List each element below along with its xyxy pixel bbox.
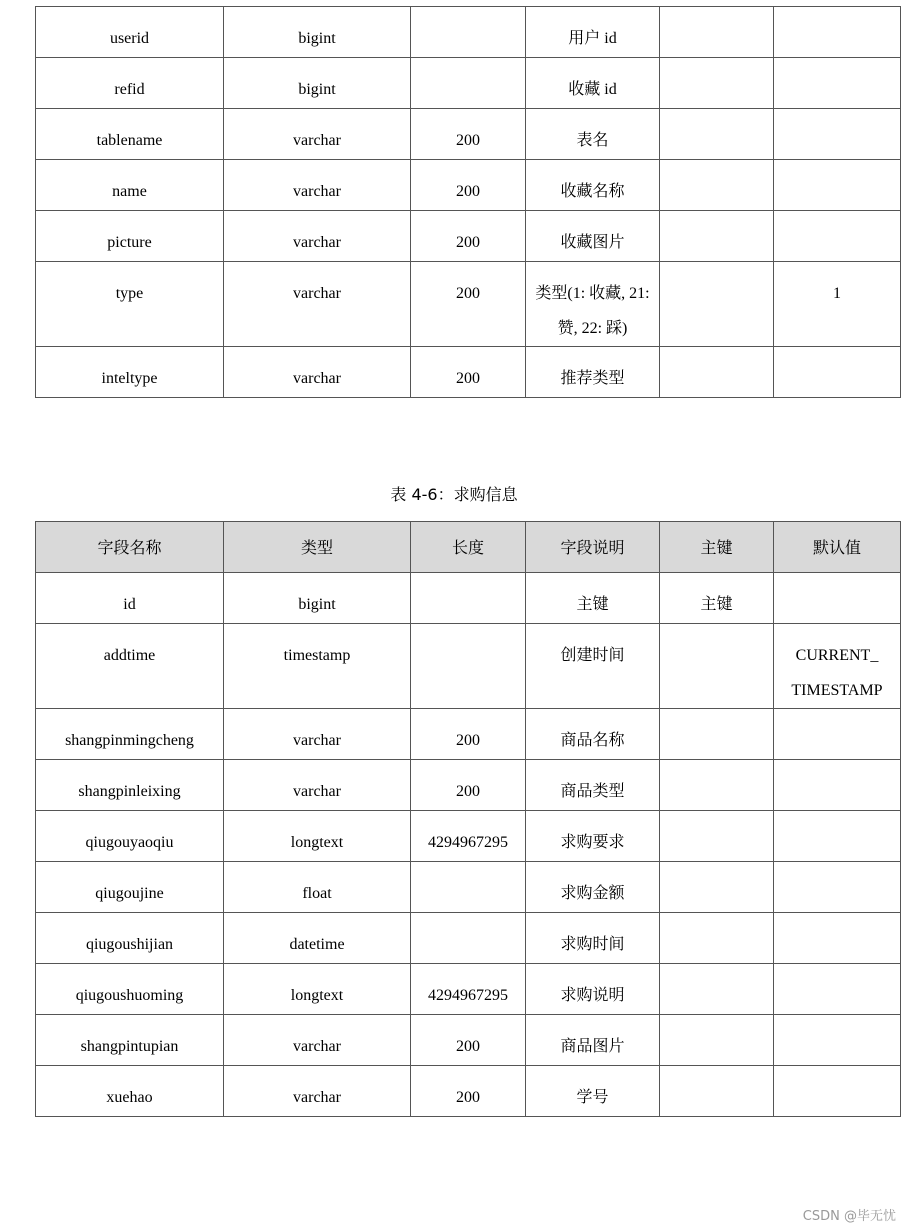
field-name-text: addtime <box>103 647 156 664</box>
table-row <box>36 347 901 398</box>
header-type: 类型 <box>224 522 411 573</box>
header-length: 长度 <box>411 522 526 573</box>
cell-primary-key <box>660 1015 774 1066</box>
type-text: varchar <box>293 234 341 251</box>
field-name-text: inteltype <box>101 370 158 387</box>
cell-field-name <box>36 964 224 1015</box>
field-name-text: qiugouyaoqiu <box>85 834 174 851</box>
cell-type <box>224 760 411 811</box>
cell-description <box>526 573 660 624</box>
type-text: varchar <box>293 1038 341 1055</box>
cell-field-name <box>36 58 224 109</box>
field-name-text: refid <box>114 81 145 98</box>
cell-type <box>224 160 411 211</box>
cell-field-name <box>36 573 224 624</box>
header-row <box>36 522 901 573</box>
cell-default-value <box>774 160 901 211</box>
cell-description <box>526 160 660 211</box>
cell-field-name <box>36 1066 224 1117</box>
cell-length <box>411 913 526 964</box>
description-text: 表名 <box>576 132 609 149</box>
cell-primary-key <box>660 709 774 760</box>
cell-length <box>411 211 526 262</box>
cell-description <box>526 347 660 398</box>
cell-description <box>526 7 660 58</box>
header-default-value: 默认值 <box>774 522 901 573</box>
field-name-text: qiugoujine <box>95 885 164 902</box>
field-name-text: qiugoushuoming <box>75 987 184 1004</box>
table-row <box>36 160 901 211</box>
length-text: 4294967295 <box>428 987 508 1004</box>
cell-description <box>526 211 660 262</box>
cell-primary-key <box>660 347 774 398</box>
table-row <box>36 862 901 913</box>
cell-length <box>411 58 526 109</box>
cell-primary-key <box>660 862 774 913</box>
description-text: 商品图片 <box>560 1038 625 1055</box>
primary-key-text: 主键 <box>700 596 733 613</box>
cell-default-value <box>774 109 901 160</box>
field-name-text: shangpinleixing <box>78 783 181 800</box>
length-text: 200 <box>456 285 480 302</box>
cell-length <box>411 964 526 1015</box>
length-text: 200 <box>456 370 480 387</box>
table-row <box>36 624 901 709</box>
cell-primary-key <box>660 573 774 624</box>
cell-type <box>224 1066 411 1117</box>
cell-primary-key <box>660 160 774 211</box>
watermark: CSDN @毕无忧 <box>802 1209 896 1224</box>
cell-field-name <box>36 760 224 811</box>
description-text: 求购要求 <box>560 834 625 851</box>
cell-default-value <box>774 862 901 913</box>
cell-description <box>526 262 660 347</box>
cell-default-value <box>774 913 901 964</box>
cell-field-name <box>36 347 224 398</box>
cell-description <box>526 109 660 160</box>
cell-default-value <box>774 624 901 709</box>
cell-field-name <box>36 160 224 211</box>
cell-description <box>526 964 660 1015</box>
cell-description <box>526 760 660 811</box>
cell-primary-key <box>660 913 774 964</box>
cell-length <box>411 262 526 347</box>
cell-primary-key <box>660 58 774 109</box>
field-name-text: shangpintupian <box>80 1038 179 1055</box>
cell-field-name <box>36 709 224 760</box>
field-name-text: tablename <box>96 132 163 149</box>
field-name-text: userid <box>109 30 150 47</box>
cell-primary-key <box>660 624 774 709</box>
cell-type <box>224 964 411 1015</box>
table-caption: 表 4-6：求购信息 <box>390 485 518 504</box>
cell-field-name <box>36 262 224 347</box>
description-text: 收藏名称 <box>560 183 625 200</box>
field-name-text: type <box>115 285 144 302</box>
cell-primary-key <box>660 964 774 1015</box>
cell-type <box>224 109 411 160</box>
cell-primary-key <box>660 1066 774 1117</box>
table-row <box>36 211 901 262</box>
field-name-text: xuehao <box>106 1089 153 1106</box>
cell-field-name <box>36 862 224 913</box>
table-row <box>36 109 901 160</box>
cell-default-value <box>774 760 901 811</box>
description-text: 推荐类型 <box>560 370 625 387</box>
cell-field-name <box>36 211 224 262</box>
table-row <box>36 1066 901 1117</box>
cell-default-value <box>774 58 901 109</box>
cell-length <box>411 811 526 862</box>
field-name-text: picture <box>107 234 152 251</box>
cell-description <box>526 624 660 709</box>
cell-primary-key <box>660 211 774 262</box>
cell-default-value <box>774 709 901 760</box>
table-row <box>36 1015 901 1066</box>
table-row <box>36 262 901 347</box>
type-text: float <box>302 885 332 902</box>
cell-description <box>526 709 660 760</box>
table-row <box>36 7 901 58</box>
cell-primary-key <box>660 7 774 58</box>
cell-length <box>411 573 526 624</box>
cell-type <box>224 913 411 964</box>
type-text: varchar <box>293 370 341 387</box>
cell-length <box>411 160 526 211</box>
table-row <box>36 964 901 1015</box>
field-name-text: qiugoushijian <box>85 936 174 953</box>
cell-default-value <box>774 7 901 58</box>
field-name-text: shangpinmingcheng <box>65 732 194 749</box>
cell-field-name <box>36 1015 224 1066</box>
type-text: timestamp <box>283 647 351 664</box>
cell-primary-key <box>660 109 774 160</box>
table-row <box>36 573 901 624</box>
description-text: 学号 <box>576 1089 609 1106</box>
type-text: varchar <box>293 183 341 200</box>
cell-description <box>526 811 660 862</box>
field-name-text: name <box>112 183 147 200</box>
description-text: 商品类型 <box>560 783 625 800</box>
type-text: varchar <box>293 732 341 749</box>
cell-default-value <box>774 573 901 624</box>
length-text: 4294967295 <box>428 834 508 851</box>
cell-field-name <box>36 109 224 160</box>
cell-field-name <box>36 913 224 964</box>
header-description: 字段说明 <box>526 522 660 573</box>
cell-type <box>224 7 411 58</box>
cell-description <box>526 58 660 109</box>
length-text: 200 <box>456 1089 480 1106</box>
description-text: 求购时间 <box>560 936 625 953</box>
field-name-text: id <box>123 596 136 613</box>
description-text: 创建时间 <box>560 647 625 664</box>
type-text: varchar <box>293 132 341 149</box>
header-field-name: 字段名称 <box>36 522 224 573</box>
description-text: 求购说明 <box>560 987 625 1004</box>
cell-type <box>224 211 411 262</box>
cell-type <box>224 347 411 398</box>
cell-type <box>224 262 411 347</box>
description-text: 用户 id <box>568 30 617 47</box>
description-text: 主键 <box>576 596 609 613</box>
table-row <box>36 913 901 964</box>
type-text: datetime <box>289 936 345 953</box>
length-text: 200 <box>456 732 480 749</box>
cell-type <box>224 862 411 913</box>
type-text: bigint <box>298 30 336 47</box>
default-value-text: 1 <box>833 285 841 302</box>
cell-field-name <box>36 7 224 58</box>
description-text: 收藏 id <box>568 81 617 98</box>
cell-description <box>526 1015 660 1066</box>
cell-type <box>224 1015 411 1066</box>
cell-description <box>526 913 660 964</box>
cell-description <box>526 1066 660 1117</box>
cell-length <box>411 109 526 160</box>
table-row <box>36 58 901 109</box>
type-text: bigint <box>298 81 336 98</box>
description-text: 商品名称 <box>560 732 625 749</box>
cell-default-value <box>774 1066 901 1117</box>
cell-length <box>411 1015 526 1066</box>
cell-default-value <box>774 262 901 347</box>
cell-default-value <box>774 811 901 862</box>
cell-type <box>224 624 411 709</box>
cell-type <box>224 811 411 862</box>
type-text: varchar <box>293 1089 341 1106</box>
type-text: longtext <box>290 987 344 1004</box>
header-primary-key: 主键 <box>660 522 774 573</box>
cell-length <box>411 1066 526 1117</box>
cell-length <box>411 709 526 760</box>
cell-primary-key <box>660 811 774 862</box>
table-row <box>36 709 901 760</box>
description-text: 收藏图片 <box>560 234 625 251</box>
cell-default-value <box>774 211 901 262</box>
length-text: 200 <box>456 183 480 200</box>
cell-field-name <box>36 811 224 862</box>
cell-default-value <box>774 1015 901 1066</box>
cell-default-value <box>774 347 901 398</box>
purchase-request-table <box>35 521 901 1117</box>
description-text: 求购金额 <box>560 885 625 902</box>
cell-length <box>411 7 526 58</box>
cell-description <box>526 862 660 913</box>
cell-type <box>224 573 411 624</box>
length-text: 200 <box>456 132 480 149</box>
default-value-text: CURRENT_TIMESTAMP <box>791 647 883 699</box>
type-text: bigint <box>298 596 336 613</box>
cell-length <box>411 624 526 709</box>
table-row <box>36 760 901 811</box>
favorites-table <box>35 6 901 398</box>
table-row <box>36 811 901 862</box>
type-text: longtext <box>290 834 344 851</box>
type-text: varchar <box>293 783 341 800</box>
cell-primary-key <box>660 262 774 347</box>
cell-type <box>224 709 411 760</box>
length-text: 200 <box>456 1038 480 1055</box>
cell-type <box>224 58 411 109</box>
cell-length <box>411 862 526 913</box>
type-text: varchar <box>293 285 341 302</box>
cell-length <box>411 347 526 398</box>
cell-default-value <box>774 964 901 1015</box>
cell-field-name <box>36 624 224 709</box>
length-text: 200 <box>456 234 480 251</box>
cell-primary-key <box>660 760 774 811</box>
length-text: 200 <box>456 783 480 800</box>
description-text: 类型(1: 收藏, 21: 赞, 22: 踩) <box>535 285 650 337</box>
cell-length <box>411 760 526 811</box>
